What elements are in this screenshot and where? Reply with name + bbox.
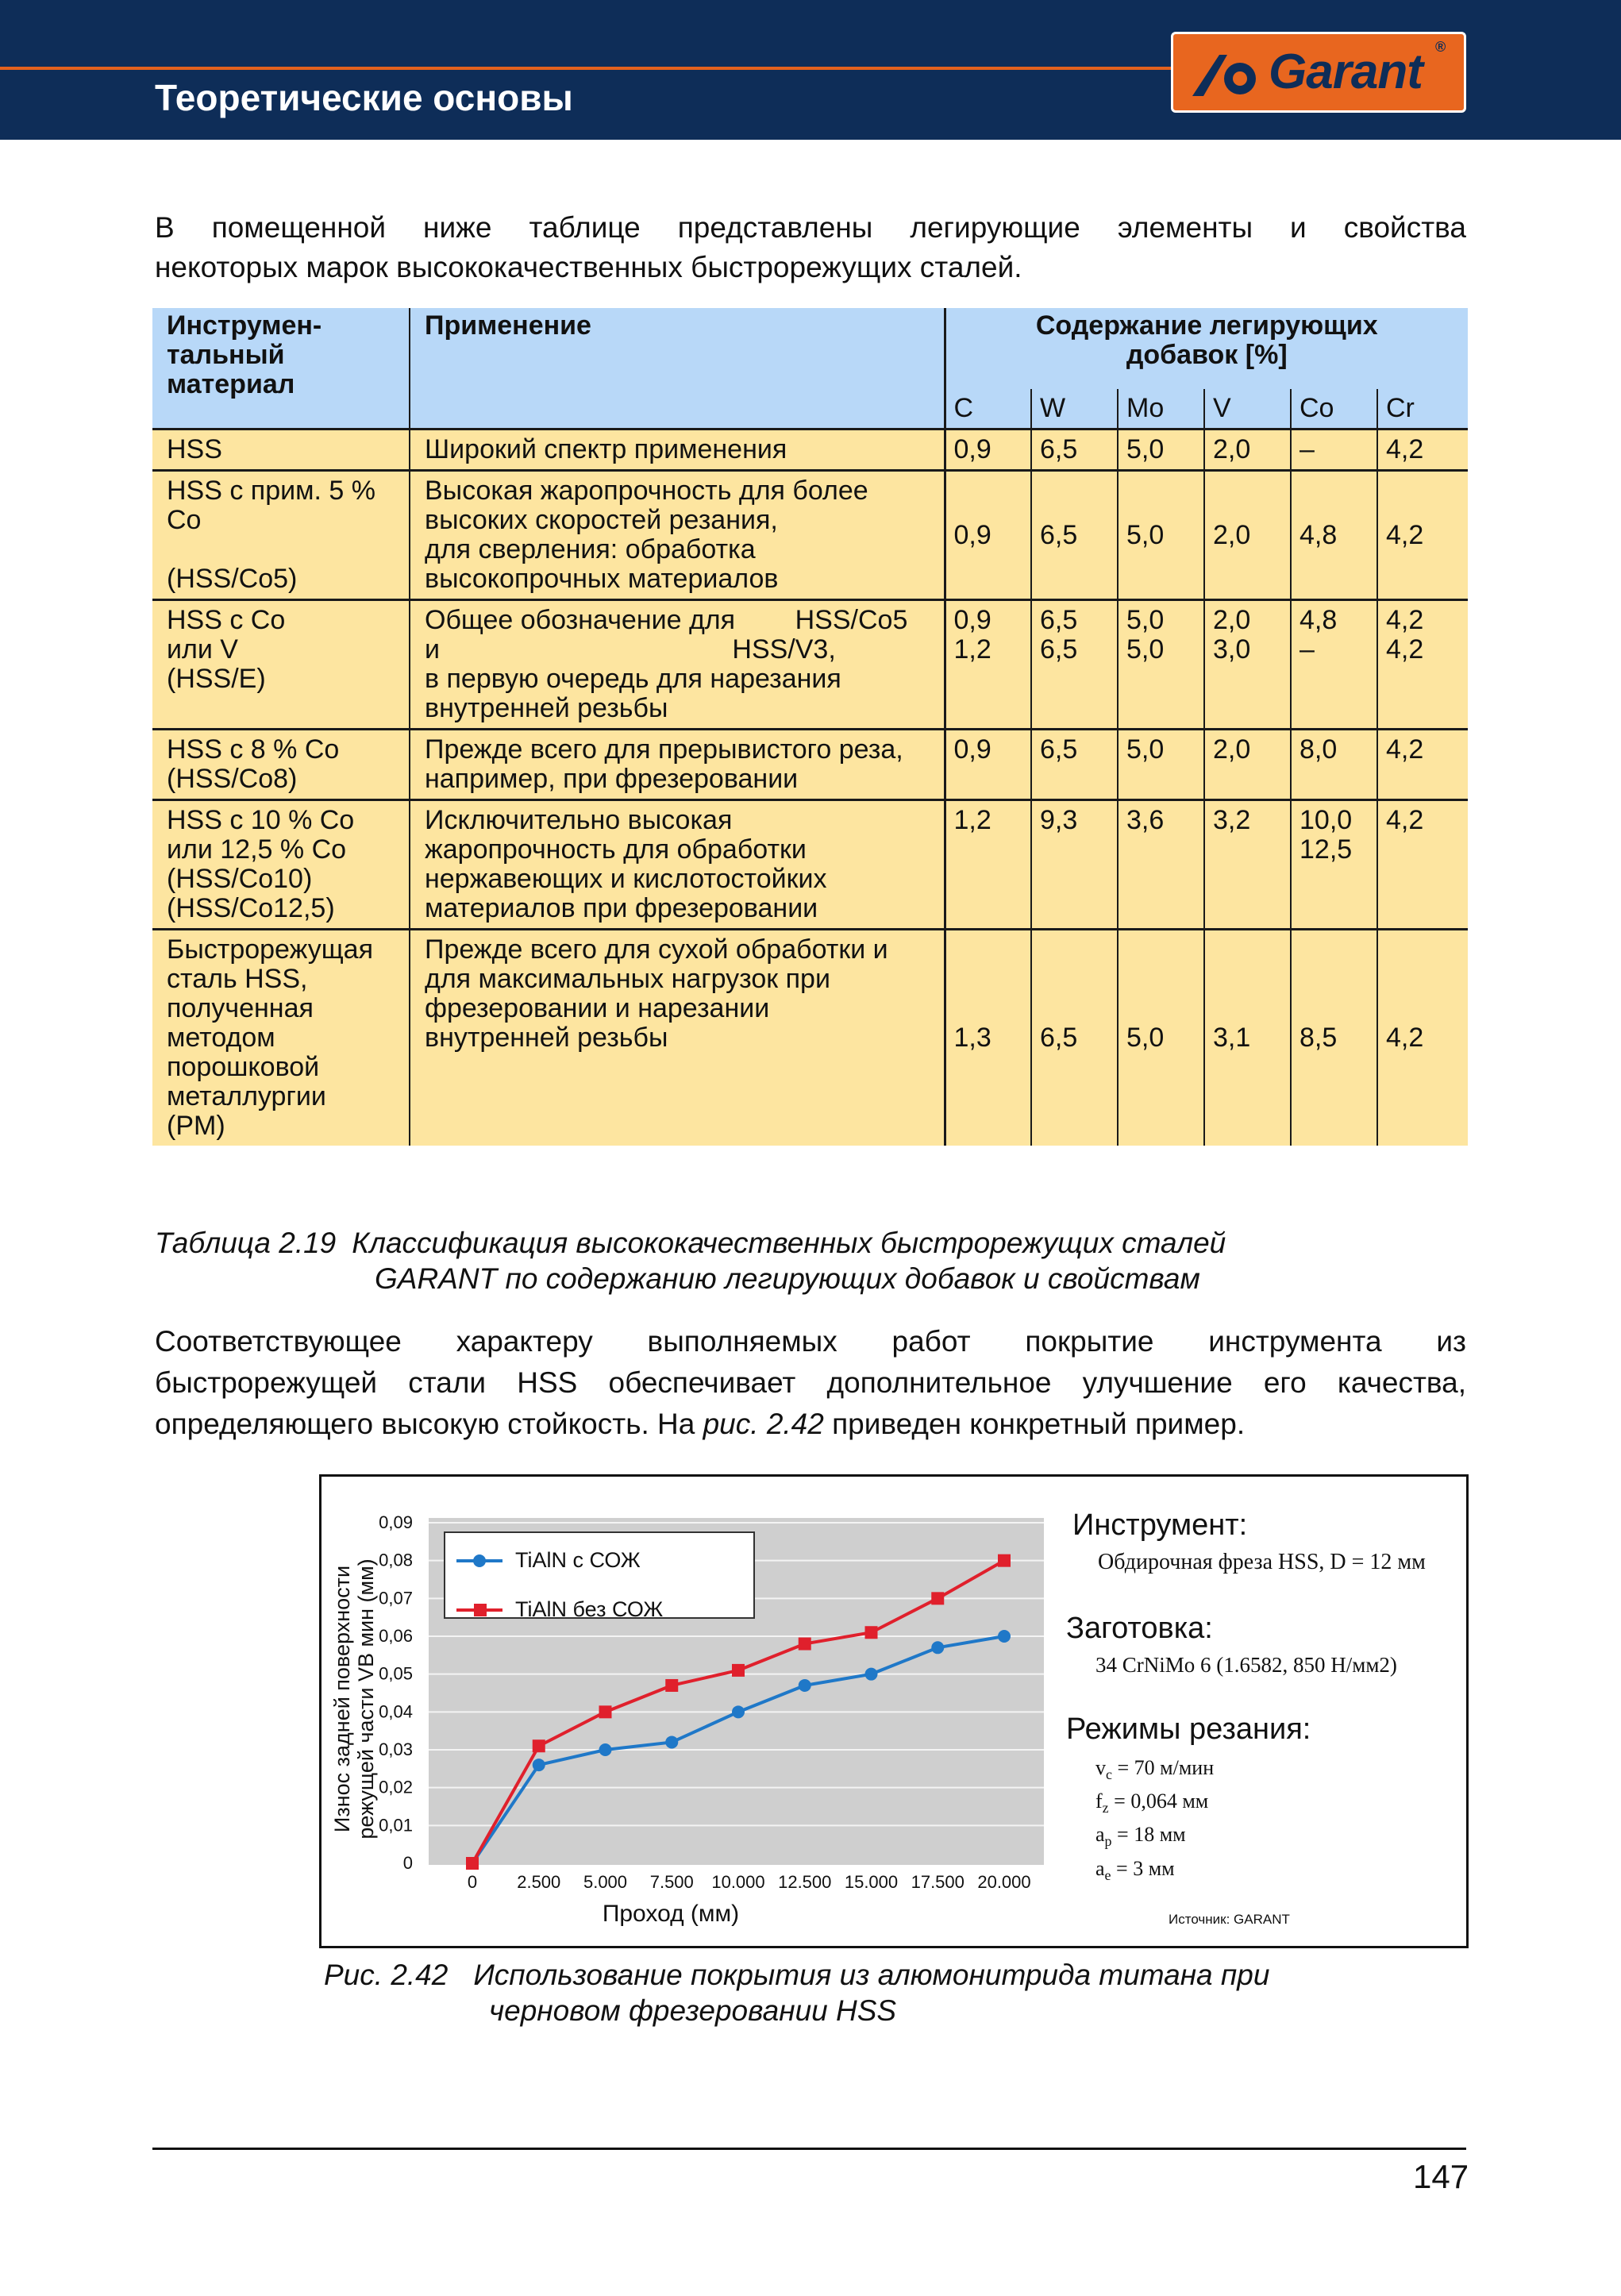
value-line: 5,0 bbox=[1126, 1023, 1165, 1053]
header-alloy-content bbox=[945, 308, 1468, 389]
application-cell bbox=[410, 800, 945, 930]
value-cell bbox=[1377, 930, 1468, 1146]
value-line: 0,9 bbox=[953, 434, 991, 464]
value-line: 8,5 bbox=[1299, 1023, 1338, 1053]
value-line: – bbox=[1299, 434, 1315, 464]
material-line: полученная bbox=[167, 993, 314, 1023]
value-cell bbox=[945, 930, 1031, 1146]
mode-vc: $v_c = 70$ м/мин bbox=[1095, 1756, 1215, 1783]
value-cell bbox=[1204, 600, 1291, 730]
y-tick-label: 0,04 bbox=[379, 1701, 413, 1722]
y-axis-label-1: Износ задней поверхности bbox=[330, 1565, 354, 1833]
value-cell bbox=[1377, 430, 1468, 471]
x-tick-label: 5.000 bbox=[583, 1872, 628, 1892]
material-cell bbox=[152, 471, 410, 600]
figure-caption-line-2: черновом фрезеровании HSS bbox=[489, 1994, 897, 2027]
value-cell bbox=[1377, 730, 1468, 800]
material-line: Co bbox=[167, 505, 202, 535]
value-line: 1,2 bbox=[953, 634, 991, 665]
para2-line-3 bbox=[155, 1404, 1466, 1445]
material-cell bbox=[152, 600, 410, 730]
table-row bbox=[152, 471, 1468, 600]
coating-paragraph bbox=[155, 1321, 1466, 1445]
x-tick-label: 20.000 bbox=[977, 1872, 1031, 1892]
material-line: (HSS/E) bbox=[167, 664, 266, 694]
value-line: 4,8 bbox=[1299, 519, 1338, 550]
legend-marker bbox=[474, 1604, 487, 1616]
value-cell bbox=[1118, 471, 1204, 600]
figure-reference: рис. 2.42 bbox=[703, 1408, 824, 1440]
intro-line-1: В помещенной ниже таблице представлены легирующие элементы и свойства bbox=[155, 211, 1466, 244]
value-line: 3,2 bbox=[1213, 805, 1251, 835]
value-line: 6,5 bbox=[1040, 519, 1078, 550]
value-cell bbox=[1377, 471, 1468, 600]
header-alloy-line: добавок [%] bbox=[1126, 340, 1288, 370]
material-line: порошковой bbox=[167, 1052, 320, 1082]
data-point bbox=[931, 1592, 944, 1605]
value-cell bbox=[1031, 471, 1118, 600]
material-line: (HSS/Co8) bbox=[167, 764, 298, 794]
value-cell bbox=[1204, 430, 1291, 471]
data-point bbox=[799, 1679, 811, 1692]
material-line: HSS с 10 % Co bbox=[167, 805, 355, 835]
workpiece-title: Заготовка: bbox=[1066, 1612, 1213, 1645]
material-line: методом bbox=[167, 1023, 275, 1053]
header-element: C bbox=[945, 389, 1031, 430]
y-tick-label: 0,05 bbox=[379, 1663, 413, 1684]
value-line: 2,0 bbox=[1213, 434, 1251, 464]
header-material bbox=[152, 308, 410, 430]
value-line: 0,9 bbox=[953, 605, 991, 635]
para2-line-1: Соответствующее характеру выполняемых работ покрытие инструмента из bbox=[155, 1325, 1466, 1358]
header-application: Применение bbox=[410, 308, 945, 430]
material-line: сталь HSS, bbox=[167, 964, 308, 994]
cutting-modes-title: Режимы резания: bbox=[1066, 1712, 1311, 1746]
y-axis-label-2: режущей части VB мин (мм) bbox=[354, 1558, 378, 1839]
data-point bbox=[799, 1638, 811, 1651]
material-line: HSS с 8 % Co bbox=[167, 734, 340, 765]
y-tick-label: 0,02 bbox=[379, 1777, 413, 1797]
value-cell bbox=[945, 471, 1031, 600]
figure-caption-line-1: Использование покрытия из алюмонитрида титана при bbox=[473, 1959, 1270, 1991]
legend-marker bbox=[473, 1554, 486, 1567]
value-cell bbox=[1204, 930, 1291, 1146]
y-tick-label: 0,08 bbox=[379, 1550, 413, 1570]
application-line: в первую очередь для нарезания bbox=[425, 664, 841, 694]
mode-fz: $f_z = 0,064$ мм bbox=[1095, 1789, 1209, 1816]
y-tick-label: 0,07 bbox=[379, 1588, 413, 1608]
value-line: 6,5 bbox=[1040, 634, 1078, 665]
value-line: 10,0 bbox=[1299, 805, 1353, 835]
table-row bbox=[152, 800, 1468, 930]
value-cell bbox=[1204, 471, 1291, 600]
data-point bbox=[865, 1668, 878, 1681]
value-cell bbox=[1377, 600, 1468, 730]
value-line: 1,2 bbox=[953, 805, 991, 835]
application-line: например, при фрезеровании bbox=[425, 764, 799, 794]
workpiece-value: 34 CrNiMo 6 (1.6582, 850 Н/мм2) bbox=[1095, 1653, 1397, 1677]
value-line: 4,2 bbox=[1386, 519, 1424, 550]
table-header-row bbox=[152, 308, 1468, 389]
application-line: материалов при фрезеровании bbox=[425, 893, 818, 923]
application-line: и HSS/V3, bbox=[425, 634, 836, 665]
tool-title: Инструмент: bbox=[1072, 1508, 1248, 1542]
material-cell bbox=[152, 430, 410, 471]
value-line: 2,0 bbox=[1213, 734, 1251, 765]
material-line: HSS с Co bbox=[167, 605, 286, 635]
value-line: 5,0 bbox=[1126, 519, 1165, 550]
application-line: фрезеровании и нарезании bbox=[425, 993, 770, 1023]
material-cell bbox=[152, 930, 410, 1146]
value-cell bbox=[1291, 471, 1377, 600]
value-line: – bbox=[1299, 634, 1315, 665]
x-tick-label: 15.000 bbox=[844, 1872, 899, 1892]
value-cell bbox=[1118, 430, 1204, 471]
garant-logo-icon bbox=[1192, 50, 1264, 99]
value-cell bbox=[1204, 730, 1291, 800]
value-line: 4,2 bbox=[1386, 605, 1424, 635]
value-cell bbox=[1031, 430, 1118, 471]
x-tick-label: 7.500 bbox=[649, 1872, 694, 1892]
value-line: 4,8 bbox=[1299, 605, 1338, 635]
table-row bbox=[152, 730, 1468, 800]
material-line: HSS bbox=[167, 434, 222, 464]
value-cell bbox=[1118, 600, 1204, 730]
material-cell bbox=[152, 730, 410, 800]
material-cell bbox=[152, 800, 410, 930]
x-tick-label: 10.000 bbox=[711, 1872, 765, 1892]
value-line: 5,0 bbox=[1126, 434, 1165, 464]
value-cell bbox=[1377, 800, 1468, 930]
application-line: Прежде всего для сухой обработки и bbox=[425, 934, 888, 965]
value-cell bbox=[1204, 800, 1291, 930]
value-cell bbox=[1291, 430, 1377, 471]
value-cell bbox=[1031, 730, 1118, 800]
mode-ap: $a_p = 18$ мм bbox=[1095, 1823, 1186, 1850]
y-tick-label: 0,06 bbox=[379, 1626, 413, 1646]
value-cell bbox=[1031, 600, 1118, 730]
value-line: 4,2 bbox=[1386, 805, 1424, 835]
table-caption-label: Таблица 2.19 bbox=[155, 1227, 337, 1259]
figure-caption bbox=[324, 1957, 1269, 2028]
section-title: Теоретические основы bbox=[155, 77, 573, 118]
material-line: Быстрорежущая bbox=[167, 934, 373, 965]
y-tick-label: 0 bbox=[402, 1853, 413, 1873]
value-cell bbox=[1291, 800, 1377, 930]
table-row bbox=[152, 600, 1468, 730]
y-tick-label: 0,09 bbox=[379, 1512, 413, 1532]
header-element: Mo bbox=[1118, 389, 1204, 430]
value-line: 4,2 bbox=[1386, 1023, 1424, 1053]
legend-label: TiAlN с СОЖ bbox=[515, 1548, 641, 1572]
value-line: 5,0 bbox=[1126, 634, 1165, 665]
legend-label: TiAlN без СОЖ bbox=[515, 1597, 664, 1621]
value-cell bbox=[945, 430, 1031, 471]
hss-alloy-table bbox=[152, 308, 1468, 1146]
header-alloy-line: Содержание легирующих bbox=[1035, 310, 1378, 341]
application-line: для сверления: обработка bbox=[425, 534, 756, 564]
material-line: или V bbox=[167, 634, 238, 665]
data-point bbox=[665, 1735, 678, 1748]
value-line: 4,2 bbox=[1386, 734, 1424, 765]
application-line: Высокая жаропрочность для более bbox=[425, 476, 868, 506]
intro-paragraph bbox=[155, 208, 1466, 287]
x-tick-labels bbox=[468, 1872, 1031, 1892]
data-point bbox=[466, 1857, 479, 1870]
x-tick-label: 12.500 bbox=[778, 1872, 832, 1892]
value-line: 5,0 bbox=[1126, 734, 1165, 765]
value-line: 2,0 bbox=[1213, 519, 1251, 550]
data-point bbox=[732, 1664, 745, 1677]
application-line: нержавеющих и кислотостойких bbox=[425, 864, 827, 894]
application-line: внутренней резьбы bbox=[425, 693, 668, 723]
material-line: HSS с прим. 5 % bbox=[167, 476, 375, 506]
value-cell bbox=[1031, 800, 1118, 930]
tool-value: Обдирочная фреза HSS, D = 12 мм bbox=[1098, 1550, 1426, 1574]
value-line: 5,0 bbox=[1126, 605, 1165, 635]
header-element: W bbox=[1031, 389, 1118, 430]
header-material-line: материал bbox=[167, 369, 295, 399]
chart-source: Источник: GARANT bbox=[1169, 1912, 1290, 1927]
garant-logo bbox=[1171, 32, 1466, 113]
value-line: 6,5 bbox=[1040, 605, 1078, 635]
value-line: 0,9 bbox=[953, 519, 991, 550]
header-element: V bbox=[1204, 389, 1291, 430]
data-point bbox=[599, 1743, 612, 1756]
application-cell bbox=[410, 471, 945, 600]
value-cell bbox=[945, 800, 1031, 930]
value-line: 12,5 bbox=[1299, 834, 1353, 865]
value-cell bbox=[1031, 930, 1118, 1146]
material-line: или 12,5 % Co bbox=[167, 834, 347, 865]
value-line: 9,3 bbox=[1040, 805, 1078, 835]
data-point bbox=[533, 1759, 545, 1771]
value-line: 1,3 bbox=[953, 1023, 991, 1053]
application-cell bbox=[410, 730, 945, 800]
header-material-line: тальный bbox=[167, 340, 285, 370]
application-line: для максимальных нагрузок при bbox=[425, 964, 830, 994]
value-cell bbox=[945, 600, 1031, 730]
data-point bbox=[931, 1641, 944, 1654]
value-cell bbox=[1118, 800, 1204, 930]
value-line: 4,2 bbox=[1386, 634, 1424, 665]
value-cell bbox=[1118, 930, 1204, 1146]
value-line: 6,5 bbox=[1040, 434, 1078, 464]
value-line: 0,9 bbox=[953, 734, 991, 765]
data-point bbox=[865, 1626, 878, 1639]
y-tick-label: 0,03 bbox=[379, 1739, 413, 1759]
table-row bbox=[152, 930, 1468, 1146]
application-line: высоких скоростей резания, bbox=[425, 505, 778, 535]
application-line: Широкий спектр применения bbox=[425, 434, 787, 464]
header-element: Co bbox=[1291, 389, 1377, 430]
value-cell bbox=[945, 730, 1031, 800]
header-material-line: Инструмен- bbox=[167, 310, 322, 341]
material-line: (HSS/Co5) bbox=[167, 564, 298, 594]
application-line: жаропрочность для обработки bbox=[425, 834, 807, 865]
value-line: 3,1 bbox=[1213, 1023, 1251, 1053]
application-cell bbox=[410, 600, 945, 730]
para2-text: определяющего высокую стойкость. На bbox=[155, 1408, 703, 1440]
table-caption bbox=[155, 1225, 1226, 1296]
application-line: Исключительно высокая bbox=[425, 805, 733, 835]
value-cell bbox=[1118, 730, 1204, 800]
cutting-modes-list bbox=[1095, 1755, 1214, 1889]
value-line: 3,6 bbox=[1126, 805, 1165, 835]
x-tick-label: 17.500 bbox=[911, 1872, 965, 1892]
value-line: 6,5 bbox=[1040, 734, 1078, 765]
material-line: металлургии bbox=[167, 1081, 326, 1111]
data-point bbox=[998, 1630, 1011, 1643]
table-caption-line-1: Классификация высококачественных быстрорежущих сталей bbox=[352, 1227, 1226, 1259]
material-line: (PM) bbox=[167, 1111, 225, 1141]
para2-line-2: быстрорежущей стали HSS обеспечивает дополнительное улучшение его качества, bbox=[155, 1366, 1466, 1399]
application-cell bbox=[410, 430, 945, 471]
material-line: (HSS/Co12,5) bbox=[167, 893, 335, 923]
application-line: Общее обозначение для HSS/Co5 bbox=[425, 605, 908, 635]
para2-text: приведен конкретный пример. bbox=[823, 1408, 1246, 1440]
header-accent-line bbox=[0, 67, 1183, 70]
data-point bbox=[533, 1739, 545, 1752]
logo-text: Garant bbox=[1269, 44, 1423, 99]
x-tick-label: 0 bbox=[467, 1872, 478, 1892]
figure-chart-box bbox=[319, 1474, 1469, 1948]
value-line: 6,5 bbox=[1040, 1023, 1078, 1053]
registered-mark: ® bbox=[1435, 39, 1446, 55]
application-line: Прежде всего для прерывистого реза, bbox=[425, 734, 903, 765]
application-line: внутренней резьбы bbox=[425, 1023, 668, 1053]
material-line: (HSS/Co10) bbox=[167, 864, 313, 894]
application-line: высокопрочных материалов bbox=[425, 564, 779, 594]
table-row bbox=[152, 430, 1468, 471]
material-line bbox=[167, 535, 395, 564]
table-caption-line-2: GARANT по содержанию легирующих добавок и свойствам bbox=[375, 1262, 1200, 1295]
value-line: 3,0 bbox=[1213, 634, 1251, 665]
y-tick-labels bbox=[379, 1512, 413, 1873]
figure-caption-label: Рис. 2.42 bbox=[324, 1959, 449, 1991]
footer-rule bbox=[152, 2148, 1466, 2150]
data-point bbox=[599, 1705, 612, 1718]
mode-ae: $a_e = 3$ мм bbox=[1095, 1856, 1175, 1883]
value-line: 2,0 bbox=[1213, 605, 1251, 635]
page-header bbox=[0, 0, 1621, 140]
y-tick-label: 0,01 bbox=[379, 1815, 413, 1836]
data-point bbox=[998, 1554, 1011, 1567]
data-point bbox=[665, 1679, 678, 1692]
wear-chart bbox=[322, 1477, 1466, 1946]
intro-line-2: некоторых марок высококачественных быстрорежущих сталей. bbox=[155, 251, 1022, 283]
data-point bbox=[732, 1705, 745, 1718]
x-axis-label: Проход (мм) bbox=[602, 1901, 740, 1927]
header-element: Cr bbox=[1377, 389, 1468, 430]
value-cell bbox=[1291, 930, 1377, 1146]
value-cell bbox=[1291, 600, 1377, 730]
value-cell bbox=[1291, 730, 1377, 800]
page-number: 147 bbox=[1413, 2158, 1469, 2195]
application-cell bbox=[410, 930, 945, 1146]
value-line: 8,0 bbox=[1299, 734, 1338, 765]
value-line: 4,2 bbox=[1386, 434, 1424, 464]
x-tick-label: 2.500 bbox=[517, 1872, 561, 1892]
